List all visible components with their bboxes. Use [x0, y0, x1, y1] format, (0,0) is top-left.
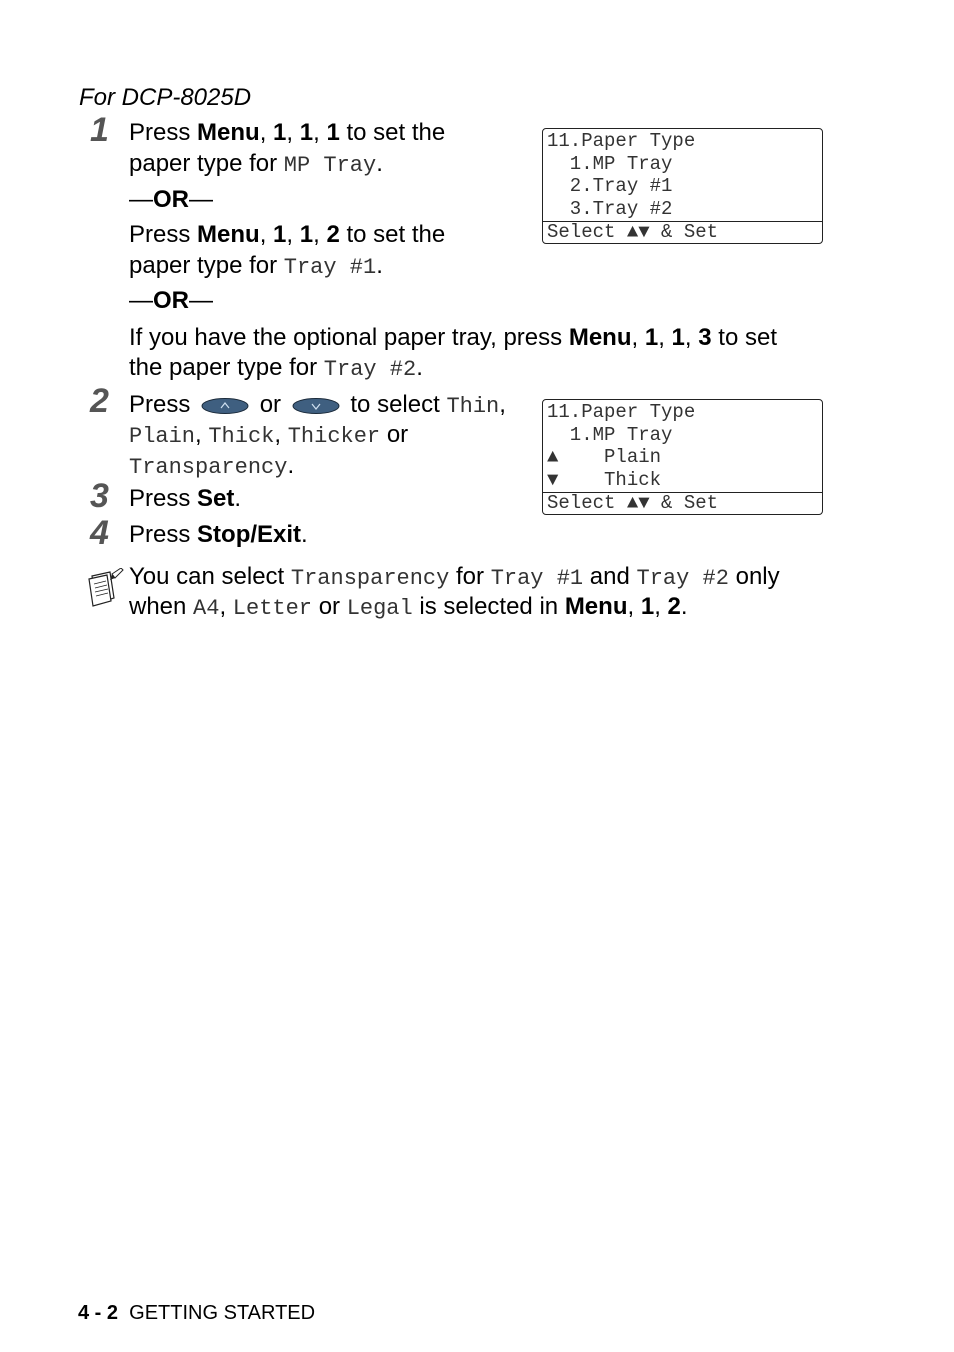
lcd-row: 3.Tray #2: [547, 198, 673, 220]
step-number-1: 1: [90, 111, 109, 149]
step4-line: Press Stop/Exit.: [129, 521, 308, 548]
step2-line2: Plain, Thick, Thicker or: [129, 421, 409, 449]
lcd-row: 2.Tray #1: [547, 175, 673, 197]
note-line1: You can select Transparency for Tray #1 and Tray #2 only: [129, 563, 780, 591]
lcd-footer: Select ▲▼ & Set: [547, 221, 719, 243]
lcd-row: ▲ Plain: [547, 446, 662, 468]
step1-line3: Press Menu, 1, 1, 2 to set the: [129, 221, 446, 248]
lcd-display-paper-type: [542, 128, 823, 244]
lcd-row: 11.Paper Type: [547, 130, 696, 152]
step1-line4: paper type for Tray #1.: [129, 252, 383, 280]
page-number: 4 - 2: [78, 1302, 119, 1324]
step2-line3: Transparency.: [129, 452, 295, 480]
lcd-row: 1.MP Tray: [547, 424, 673, 446]
step-number-3: 3: [90, 477, 109, 515]
lcd-row: 1.MP Tray: [547, 153, 673, 175]
step1-line1: Press Menu, 1, 1, 1 to set the: [129, 119, 446, 146]
note-pad-icon: [86, 568, 124, 608]
step2-line1: Press or to select Thin,: [129, 391, 506, 419]
step3-line: Press Set.: [129, 485, 242, 512]
step1-line5: If you have the optional paper tray, press Menu, 1, 1, 3 to set: [129, 324, 777, 351]
lcd-footer: Select ▲▼ & Set: [547, 492, 719, 514]
chapter-title: GETTING STARTED: [129, 1302, 316, 1324]
lcd-row: ▼ Thick: [547, 469, 662, 491]
note-line2: when A4, Letter or Legal is selected in Menu, 1, 2.: [129, 593, 688, 621]
section-title: For DCP-8025D: [79, 84, 252, 111]
step-number-2: 2: [90, 382, 109, 420]
step-number-4: 4: [90, 514, 109, 552]
step1-line6: the paper type for Tray #2.: [129, 354, 423, 382]
or-divider-1: —OR—: [129, 186, 213, 213]
up-arrow-button-icon: [201, 397, 249, 415]
down-arrow-button-icon: [292, 397, 340, 415]
page-footer: [78, 1300, 315, 1326]
lcd-display-paper-selection: [542, 399, 823, 515]
step1-line2: paper type for MP Tray.: [129, 150, 383, 178]
lcd-row: 11.Paper Type: [547, 401, 696, 423]
or-divider-2: —OR—: [129, 287, 213, 314]
